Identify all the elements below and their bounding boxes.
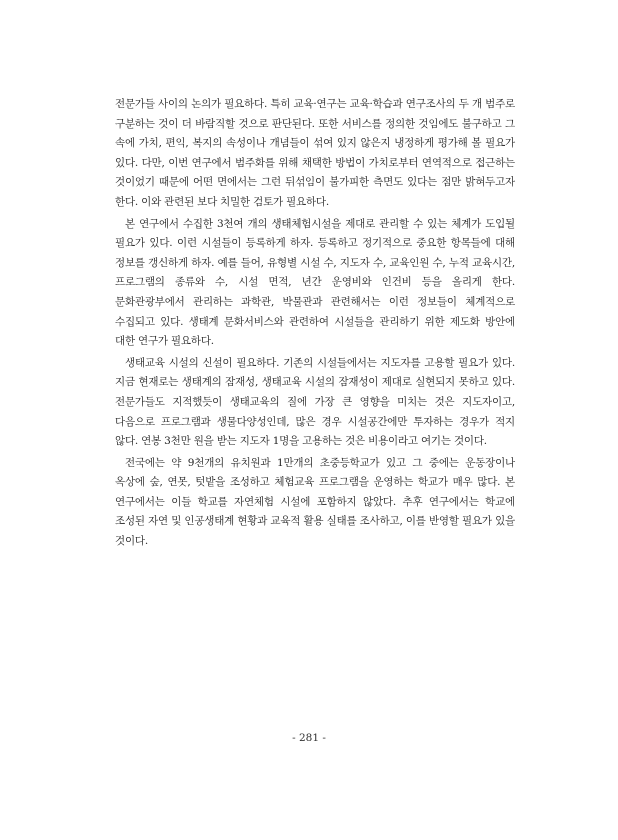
page-number: - 281 - xyxy=(292,732,326,744)
paragraph-1: 전문가들 사이의 논의가 필요하다. 특히 교육·연구는 교육·학습과 연구조사의 두 개 범주로 구분하는 것이 더 바람직할 것으로 판단된다. 또한 서비스를 정의한 것임에도 불구하고 그 속에 가치, 편익, 복지의 속성이나 개념들이 섞여 있지 않은지 냉정하게 평가해 볼 필요가 있다. 다만, 이번 연구에서 범주화를 위해 채택한 방법이 가치로부터 연역적으로 접근하는 것이었기 때문에 어떤 면에서는 그런 뒤섞임이 불가피한 측면도 있다는 점만 밝혀두고자 한다. 이와 관련된 보다 치밀한 검토가 필요하다. xyxy=(115,98,515,208)
paragraph-4: 전국에는 약 9천개의 유치원과 1만개의 초중등학교가 있고 그 중에는 운동장이나 옥상에 숲, 연못, 텃밭을 조성하고 체험교육 프로그램을 운영하는 학교가 매우 많다. 본 연구에서는 이들 학교를 자연체험 시설에 포함하지 않았다. 추후 연구에서는 학교에 조성된 자연 및 인공생태계 현황과 교육적 활용 실태를 조사하고, 이를 반영할 필요가 있을 것이다. xyxy=(115,456,515,548)
paragraph-2: 본 연구에서 수집한 3천여 개의 생태체험시설을 제대로 관리할 수 있는 체계가 도입될 필요가 있다. 이런 시설들이 등록하게 하자. 등록하고 정기적으로 중요한 항목들에 대해 정보를 갱신하게 하자. 예를 들어, 유형별 시설 수, 지도자 수, 교육인원 수, 누적 교육시간, 프로그램의 종류와 수, 시설 면적, 년간 운영비와 인건비 등을 올리게 한다. 문화관광부에서 관리하는 과학관, 박물관과 관련해서는 이런 정보들이 체계적으로 수집되고 있다. 생태계 문화서비스와 관련하여 시설들을 관리하기 위한 제도화 방안에 대한 연구가 필요하다. xyxy=(115,217,515,348)
paragraph-3: 생태교육 시설의 신설이 필요하다. 기존의 시설들에서는 지도자를 고용할 필요가 있다. 지금 현재로는 생태계의 잠재성, 생태교육 시설의 잠재성이 제대로 실현되지 못하고 있다. 전문가들도 지적했듯이 생태교육의 질에 가장 큰 영향을 미치는 것은 지도자이고, 다음으로 프로그램과 생물다양성인데, 많은 경우 시설공간에만 투자하는 경우가 적지 않다. 연봉 3천만 원을 받는 지도자 1명을 고용하는 것은 비용이라고 여기는 것이다. xyxy=(115,356,515,448)
body-text xyxy=(115,95,515,552)
